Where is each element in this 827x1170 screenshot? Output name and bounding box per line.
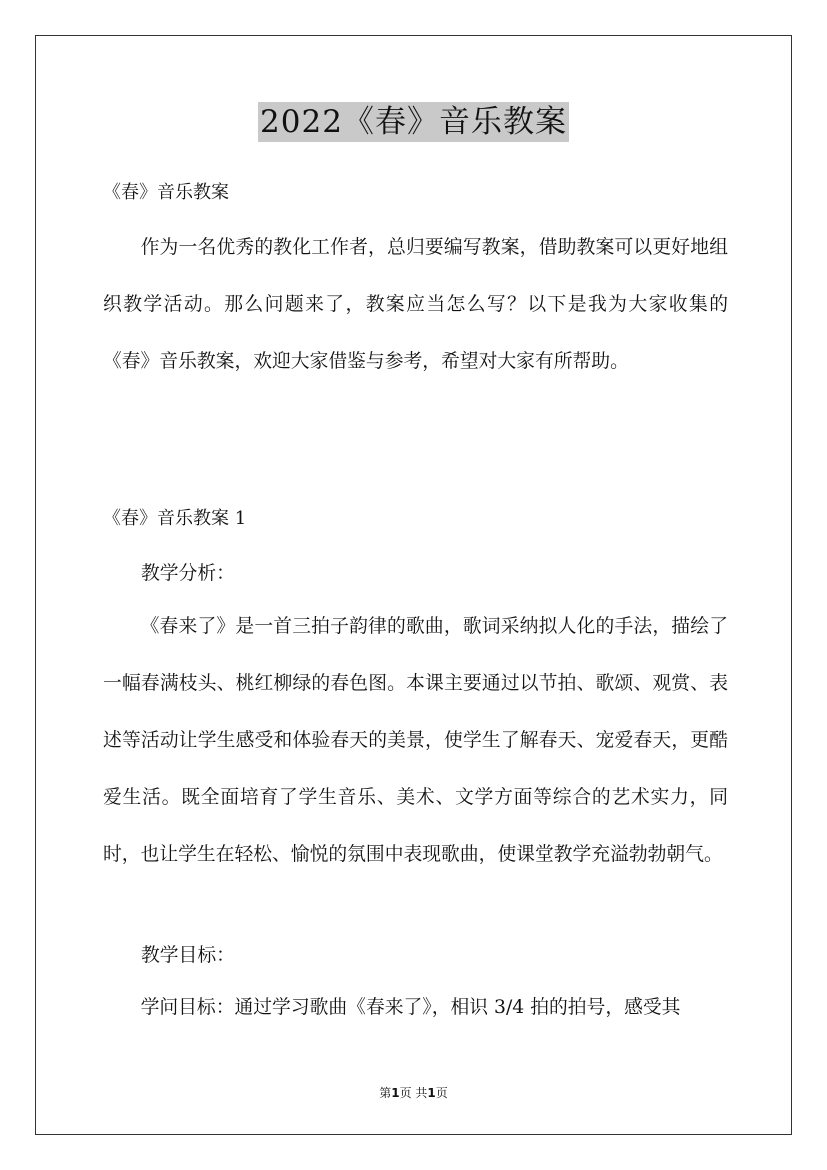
analysis-paragraph: 《春来了》是一首三拍子韵律的歌曲，歌词采纳拟人化的手法，描绘了一幅春满枝头、桃红柳绿的春色图。本课主要通过以节拍、歌颂、观赏、表述等活动让学生感受和体验春天的美景，使学生了解春天、宠爱春天，更酷爱生活。既全面培育了学生音乐、美术、文学方面等综合的艺术实力，同时，也让学生在轻松、愉悦的氛围中表现歌曲，使课堂教学充溢勃勃朝气。 [103, 616, 728, 865]
goal-label: 教学目标： [141, 945, 235, 966]
document-title: 2022《春》音乐教案 [260, 104, 567, 140]
section-heading: 《春》音乐教案 1 [103, 508, 247, 529]
footer-suffix: 页 [435, 1086, 448, 1100]
analysis-label: 教学分析： [141, 563, 235, 584]
footer-mid: 页 共 [399, 1086, 428, 1100]
title-container [0, 102, 827, 142]
goal-paragraph: 学问目标：通过学习歌曲《春来了》，相识 3/4 拍的拍号，感受其 [140, 997, 681, 1018]
footer-page-num: 1 [391, 1086, 400, 1100]
footer-page-total: 1 [427, 1086, 436, 1100]
page-footer [0, 1085, 827, 1101]
intro-paragraph: 作为一名优秀的教化工作者，总归要编写教案，借助教案可以更好地组织教学活动。那么问题来了，教案应当怎么写？以下是我为大家收集的《春》音乐教案，欢迎大家借鉴与参考，希望对大家有所帮助。 [103, 237, 728, 372]
footer-prefix: 第 [379, 1086, 392, 1100]
subtitle: 《春》音乐教案 [103, 182, 229, 203]
